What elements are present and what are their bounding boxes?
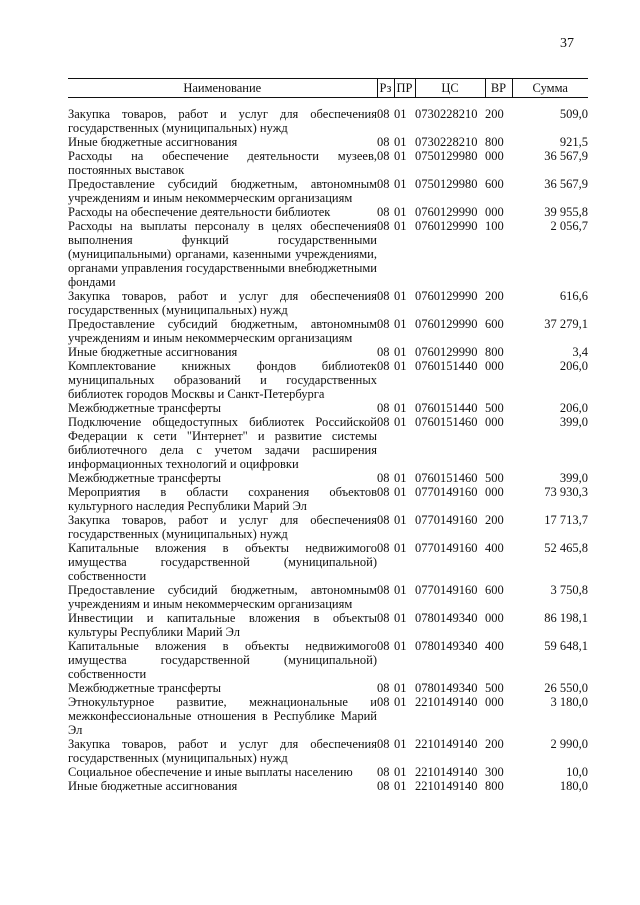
- cell-name: Социальное обеспечение и иные выплаты населению: [68, 765, 353, 779]
- cell-sum: 921,5: [559, 135, 588, 149]
- cell-name: Закупка товаров, работ и услуг для обеспечения государственных (муниципальных) нужд: [68, 107, 377, 135]
- cell-cs: 0730228210: [415, 107, 478, 121]
- cell-rz: 08: [377, 681, 390, 695]
- cell-vr: 200: [485, 513, 504, 527]
- cell-name: Расходы на обеспечение деятельности библиотек: [68, 205, 331, 219]
- table-body: [68, 107, 588, 793]
- table-row: [68, 415, 588, 471]
- cell-name: Иные бюджетные ассигнования: [68, 135, 238, 149]
- table-row: [68, 107, 588, 135]
- cell-rz: 08: [377, 219, 390, 233]
- header-cs: ЦС: [415, 79, 485, 98]
- cell-vr: 000: [485, 415, 504, 429]
- cell-name: Закупка товаров, работ и услуг для обеспечения государственных (муниципальных) нужд: [68, 737, 377, 765]
- cell-sum: 17 713,7: [544, 513, 588, 527]
- cell-sum: 399,0: [559, 415, 588, 429]
- cell-cs: 0760129990: [415, 205, 478, 219]
- cell-sum: 3 180,0: [550, 695, 588, 709]
- cell-sum: 36 567,9: [544, 177, 588, 191]
- table-row: [68, 611, 588, 639]
- cell-cs: 2210149140: [415, 765, 478, 779]
- cell-rz: 08: [377, 779, 390, 793]
- cell-sum: 206,0: [559, 359, 588, 373]
- table-row: [68, 135, 588, 149]
- cell-pr: 01: [394, 485, 407, 499]
- cell-pr: 01: [394, 737, 407, 751]
- cell-cs: 0730228210: [415, 135, 478, 149]
- cell-vr: 800: [485, 345, 504, 359]
- cell-pr: 01: [394, 135, 407, 149]
- cell-rz: 08: [377, 485, 390, 499]
- cell-pr: 01: [394, 779, 407, 793]
- cell-name: Межбюджетные трансферты: [68, 471, 222, 485]
- cell-sum: 86 198,1: [544, 611, 588, 625]
- cell-rz: 08: [377, 513, 390, 527]
- table-row: [68, 485, 588, 513]
- cell-rz: 08: [377, 765, 390, 779]
- cell-pr: 01: [394, 345, 407, 359]
- cell-sum: 10,0: [566, 765, 588, 779]
- table-row: [68, 177, 588, 205]
- cell-vr: 000: [485, 359, 504, 373]
- cell-cs: 2210149140: [415, 695, 478, 709]
- cell-rz: 08: [377, 401, 390, 415]
- cell-rz: 08: [377, 135, 390, 149]
- cell-pr: 01: [394, 359, 407, 373]
- cell-pr: 01: [394, 415, 407, 429]
- cell-cs: 2210149140: [415, 737, 478, 751]
- cell-pr: 01: [394, 513, 407, 527]
- cell-sum: 39 955,8: [544, 205, 588, 219]
- table-row: [68, 695, 588, 737]
- header-name: Наименование: [68, 79, 377, 98]
- cell-vr: 200: [485, 737, 504, 751]
- cell-rz: 08: [377, 639, 390, 653]
- cell-name: Этнокультурное развитие, межнациональные и межконфессиональные отношения в Республике Марий Эл: [68, 695, 377, 737]
- header-rz: Рз: [377, 79, 394, 98]
- table-row: [68, 779, 588, 793]
- cell-pr: 01: [394, 177, 407, 191]
- cell-cs: 0760151460: [415, 415, 478, 429]
- cell-name: Инвестиции и капитальные вложения в объекты культуры Республики Марий Эл: [68, 611, 377, 639]
- cell-vr: 600: [485, 317, 504, 331]
- cell-cs: 0760129990: [415, 289, 478, 303]
- budget-table: [68, 78, 588, 793]
- cell-cs: 0760151460: [415, 471, 478, 485]
- cell-rz: 08: [377, 317, 390, 331]
- cell-vr: 200: [485, 107, 504, 121]
- cell-sum: 180,0: [559, 779, 588, 793]
- cell-pr: 01: [394, 541, 407, 555]
- cell-cs: 0770149160: [415, 513, 478, 527]
- cell-vr: 100: [485, 219, 504, 233]
- cell-pr: 01: [394, 107, 407, 121]
- cell-sum: 2 990,0: [550, 737, 588, 751]
- cell-name: Предоставление субсидий бюджетным, автономным учреждениям и иным некоммерческим организациям: [68, 317, 377, 345]
- cell-sum: 36 567,9: [544, 149, 588, 163]
- cell-name: Расходы на выплаты персоналу в целях обеспечения выполнения функций государственными (муниципальными) органами, казенными учреждениями, органами управления государственными внебюджетными фондами: [68, 219, 377, 289]
- cell-pr: 01: [394, 401, 407, 415]
- cell-vr: 000: [485, 611, 504, 625]
- cell-name: Закупка товаров, работ и услуг для обеспечения государственных (муниципальных) нужд: [68, 513, 377, 541]
- cell-pr: 01: [394, 681, 407, 695]
- cell-cs: 0780149340: [415, 681, 478, 695]
- cell-cs: 0770149160: [415, 541, 478, 555]
- cell-cs: 0760129990: [415, 219, 478, 233]
- cell-cs: 0760151440: [415, 359, 478, 373]
- table-header: [68, 79, 588, 108]
- cell-rz: 08: [377, 107, 390, 121]
- cell-pr: 01: [394, 205, 407, 219]
- cell-pr: 01: [394, 149, 407, 163]
- cell-rz: 08: [377, 695, 390, 709]
- table-row: [68, 317, 588, 345]
- cell-pr: 01: [394, 471, 407, 485]
- cell-name: Закупка товаров, работ и услуг для обеспечения государственных (муниципальных) нужд: [68, 289, 377, 317]
- cell-sum: 37 279,1: [544, 317, 588, 331]
- cell-pr: 01: [394, 611, 407, 625]
- table-row: [68, 219, 588, 289]
- cell-rz: 08: [377, 737, 390, 751]
- cell-rz: 08: [377, 149, 390, 163]
- table-row: [68, 737, 588, 765]
- cell-name: Предоставление субсидий бюджетным, автономным учреждениям и иным некоммерческим организациям: [68, 177, 377, 205]
- cell-vr: 600: [485, 583, 504, 597]
- cell-vr: 800: [485, 779, 504, 793]
- cell-name: Межбюджетные трансферты: [68, 401, 222, 415]
- cell-vr: 500: [485, 471, 504, 485]
- cell-sum: 52 465,8: [544, 541, 588, 555]
- cell-name: Подключение общедоступных библиотек Российской Федерации к сети "Интернет" и развитие системы библиотечного дела с учетом задачи расширения информационных технологий и оцифровки: [68, 415, 377, 471]
- table-row: [68, 345, 588, 359]
- cell-name: Капитальные вложения в объекты недвижимого имущества государственной (муниципальной) собственности: [68, 639, 377, 681]
- cell-rz: 08: [377, 177, 390, 191]
- cell-pr: 01: [394, 219, 407, 233]
- cell-sum: 616,6: [559, 289, 588, 303]
- cell-name: Межбюджетные трансферты: [68, 681, 222, 695]
- cell-cs: 0780149340: [415, 611, 478, 625]
- cell-sum: 26 550,0: [544, 681, 588, 695]
- table-row: [68, 583, 588, 611]
- table-row: [68, 205, 588, 219]
- cell-name: Капитальные вложения в объекты недвижимого имущества государственной (муниципальной) собственности: [68, 541, 377, 583]
- cell-name: Расходы на обеспечение деятельности музеев, постоянных выставок: [68, 149, 377, 177]
- cell-sum: 399,0: [559, 471, 588, 485]
- cell-sum: 59 648,1: [544, 639, 588, 653]
- cell-pr: 01: [394, 765, 407, 779]
- cell-rz: 08: [377, 541, 390, 555]
- cell-sum: 73 930,3: [544, 485, 588, 499]
- cell-name: Предоставление субсидий бюджетным, автономным учреждениям и иным некоммерческим организациям: [68, 583, 377, 611]
- table-row: [68, 401, 588, 415]
- cell-name: Иные бюджетные ассигнования: [68, 779, 238, 793]
- cell-pr: 01: [394, 583, 407, 597]
- header-sum: Сумма: [512, 79, 588, 98]
- page-number: 37: [560, 36, 574, 51]
- cell-sum: 3 750,8: [550, 583, 588, 597]
- cell-cs: 2210149140: [415, 779, 478, 793]
- cell-rz: 08: [377, 415, 390, 429]
- cell-vr: 500: [485, 681, 504, 695]
- cell-pr: 01: [394, 639, 407, 653]
- cell-vr: 500: [485, 401, 504, 415]
- cell-cs: 0760151440: [415, 401, 478, 415]
- cell-rz: 08: [377, 471, 390, 485]
- cell-sum: 509,0: [559, 107, 588, 121]
- table-row: [68, 289, 588, 317]
- cell-vr: 800: [485, 135, 504, 149]
- cell-pr: 01: [394, 695, 407, 709]
- table-row: [68, 541, 588, 583]
- cell-rz: 08: [377, 583, 390, 597]
- cell-cs: 0770149160: [415, 485, 478, 499]
- cell-vr: 000: [485, 205, 504, 219]
- header-vr: ВР: [485, 79, 512, 98]
- table-row: [68, 765, 588, 779]
- cell-pr: 01: [394, 317, 407, 331]
- cell-name: Иные бюджетные ассигнования: [68, 345, 238, 359]
- cell-rz: 08: [377, 289, 390, 303]
- cell-name: Мероприятия в области сохранения объектов культурного наследия Республики Марий Эл: [68, 485, 377, 513]
- cell-vr: 400: [485, 541, 504, 555]
- cell-vr: 000: [485, 149, 504, 163]
- cell-pr: 01: [394, 289, 407, 303]
- cell-cs: 0760129990: [415, 317, 478, 331]
- cell-cs: 0770149160: [415, 583, 478, 597]
- table-row: [68, 639, 588, 681]
- table-row: [68, 149, 588, 177]
- cell-cs: 0780149340: [415, 639, 478, 653]
- cell-sum: 2 056,7: [550, 219, 588, 233]
- cell-sum: 3,4: [572, 345, 588, 359]
- table-row: [68, 681, 588, 695]
- cell-rz: 08: [377, 205, 390, 219]
- cell-vr: 000: [485, 485, 504, 499]
- cell-rz: 08: [377, 345, 390, 359]
- cell-cs: 0750129980: [415, 149, 478, 163]
- table-row: [68, 513, 588, 541]
- table-row: [68, 471, 588, 485]
- table-row: [68, 359, 588, 401]
- cell-vr: 200: [485, 289, 504, 303]
- cell-rz: 08: [377, 611, 390, 625]
- cell-rz: 08: [377, 359, 390, 373]
- cell-cs: 0760129990: [415, 345, 478, 359]
- cell-vr: 300: [485, 765, 504, 779]
- cell-vr: 400: [485, 639, 504, 653]
- cell-vr: 600: [485, 177, 504, 191]
- cell-vr: 000: [485, 695, 504, 709]
- cell-cs: 0750129980: [415, 177, 478, 191]
- cell-name: Комплектование книжных фондов библиотек муниципальных образований и государственных библиотек городов Москвы и Санкт-Петербурга: [68, 359, 377, 401]
- header-pr: ПР: [394, 79, 415, 98]
- cell-sum: 206,0: [559, 401, 588, 415]
